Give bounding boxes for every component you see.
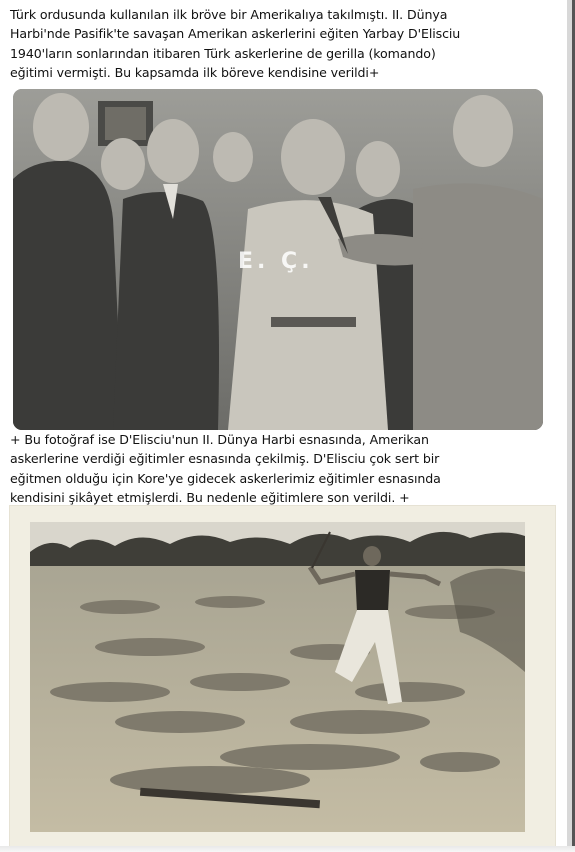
post-intro-text <box>10 5 570 83</box>
intro-line: Türk ordusunda kullanılan ilk bröve bir Amerikalıya takılmıştı. II. Dünya <box>10 7 448 22</box>
ceremony-photo[interactable] <box>13 89 543 430</box>
training-photo[interactable] <box>30 522 525 832</box>
caption-line: askerlerine verdiği eğitimler esnasında çekilmiş. D'Elisciu çok sert bir <box>10 451 440 467</box>
photo-watermark: E. Ç. <box>238 249 314 274</box>
caption-line: + Bu fotoğraf ise D'Elisciu'nun II. Dünya Harbi esnasında, Amerikan <box>10 432 429 447</box>
caption-line: eğitmen olduğu için Kore'ye gidecek askerlerimiz eğitimler esnasında <box>10 470 441 486</box>
post-caption-text <box>10 430 570 508</box>
training-photo-frame <box>10 506 555 846</box>
page-bottom-edge <box>0 846 575 852</box>
intro-line: Harbi'nde Pasifik'te savaşan Amerikan askerlerini eğiten Yarbay D'Elisciu <box>10 26 461 42</box>
intro-line: 1940'ların sonlarından itibaren Türk askerlerine de gerilla (komando) <box>10 45 436 61</box>
caption-line: kendisini şikâyet etmişlerdi. Bu nedenle eğitimlere son verildi. + <box>10 490 410 506</box>
training-photo-illustration <box>30 522 525 832</box>
intro-line: eğitimi vermişti. Bu kapsamda ilk böreve kendisine verildi+ <box>10 65 380 81</box>
